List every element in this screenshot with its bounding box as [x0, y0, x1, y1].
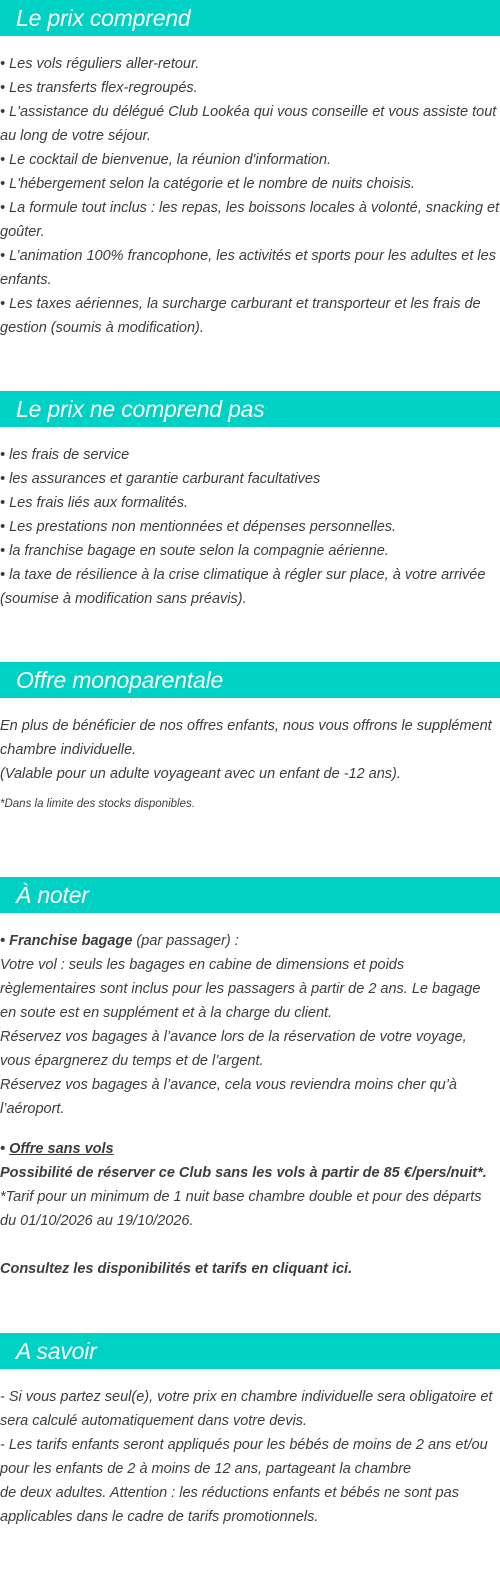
list-item: • L’animation 100% francophone, les activités et sports pour les adultes et les enfants.: [0, 248, 496, 288]
section-title: À noter: [16, 881, 89, 908]
section-title: Le prix ne comprend pas: [16, 395, 265, 422]
availability-paragraph: [0, 1257, 500, 1281]
section-price-includes: [0, 0, 500, 340]
child-rates-text-cont: de deux adultes. Attention : les réductions enfants et bébés ne sont pas applicables dans le cadre de tarifs promotionnels.: [0, 1485, 459, 1525]
baggage-suffix: (par passager) :: [132, 933, 239, 949]
list-item: • L'assistance du délégué Club Lookéa qui vous conseille et vous assiste tout au long de votre séjour.: [0, 104, 497, 144]
section-header: [0, 662, 500, 698]
section-header: [0, 391, 500, 427]
section-title: Le prix comprend: [16, 4, 191, 31]
availability-link[interactable]: Consultez les disponibilités et tarifs en cliquant ici.: [0, 1261, 353, 1277]
stock-note: *Dans la limite des stocks disponibles.: [0, 798, 195, 810]
section-header: [0, 1333, 500, 1369]
single-traveler-text: - Si vous partez seul(e), votre prix en chambre individuelle sera obligatoire et sera calculé automatiquement dans votre devis.: [0, 1389, 493, 1429]
section-single-parent-offer: [0, 662, 500, 812]
child-rates-text: - Les tarifs enfants seront appliqués pour les bébés de moins de 2 ans et/ou pour les enfants de 2 à moins de 12 ans, partageant la chambre: [0, 1437, 488, 1477]
offer-condition: (Valable pour un adulte voyageant avec un enfant de -12 ans).: [0, 766, 401, 782]
section-price-excludes: [0, 391, 500, 611]
list-item: • la franchise bagage en soute selon la compagnie aérienne.: [0, 543, 389, 559]
noflight-bullet: •: [0, 1141, 10, 1157]
baggage-advice: Réservez vos bagages à l’avance, cela vous reviendra moins cher qu’à l’aéroport.: [0, 1077, 457, 1117]
list-item: • La formule tout inclus : les repas, les boissons locales à volonté, snacking et goûter.: [0, 200, 500, 240]
list-item: • les assurances et garantie carburant facultatives: [0, 471, 321, 487]
section-title: Offre monoparentale: [16, 666, 224, 693]
list-item: • L'hébergement selon la catégorie et le nombre de nuits choisis.: [0, 176, 415, 192]
noflight-note: *Tarif pour un minimum de 1 nuit base chambre double et pour des départs du 01/10/2026 au 19/10/2026.: [0, 1189, 482, 1229]
list-item: • les frais de service: [0, 447, 130, 463]
list-item: • Les prestations non mentionnées et dépenses personnelles.: [0, 519, 397, 535]
baggage-label: Franchise bagage: [9, 933, 133, 949]
list-item: • Les vols réguliers aller-retour.: [0, 56, 200, 72]
list-item: • Les transferts flex-regroupés.: [0, 80, 198, 96]
list-item: • Les taxes aériennes, la surcharge carburant et transporteur et les frais de gestion (soumis à modification).: [0, 296, 481, 336]
section-header: [0, 877, 500, 913]
excludes-list: [0, 443, 500, 611]
list-item: • Les frais liés aux formalités.: [0, 495, 189, 511]
noflight-label: Offre sans vols: [9, 1141, 114, 1157]
baggage-advice: Réservez vos bagages à l’avance lors de la réservation de votre voyage, vous épargnerez du temps et de l’argent.: [0, 1029, 467, 1069]
section-title: A savoir: [16, 1337, 97, 1364]
baggage-text: Votre vol : seuls les bagages en cabine de dimensions et poids règlementaires sont inclus pour les passagers à partir de 2 ans. Le bagage en soute est en supplément et à la charge du client.: [0, 957, 481, 1021]
offer-text: En plus de bénéficier de nos offres enfants, nous vous offrons le supplément chambre individuelle.: [0, 718, 492, 758]
baggage-bullet: •: [0, 933, 10, 949]
noflight-text: [0, 1161, 500, 1185]
noflight-heading: [0, 1137, 500, 1161]
section-to-note: [0, 877, 500, 1281]
section-to-know: [0, 1333, 500, 1529]
includes-list: [0, 52, 500, 340]
section-header: [0, 0, 500, 36]
list-item: • la taxe de résilience à la crise climatique à régler sur place, à votre arrivée (soumise à modification sans préavis).: [0, 567, 486, 607]
baggage-heading: [0, 929, 500, 953]
list-item: • Le cocktail de bienvenue, la réunion d'information.: [0, 152, 332, 168]
noflight-price-text: Possibilité de réserver ce Club sans les vols à partir de 85 €/pers/nuit*.: [0, 1165, 487, 1181]
